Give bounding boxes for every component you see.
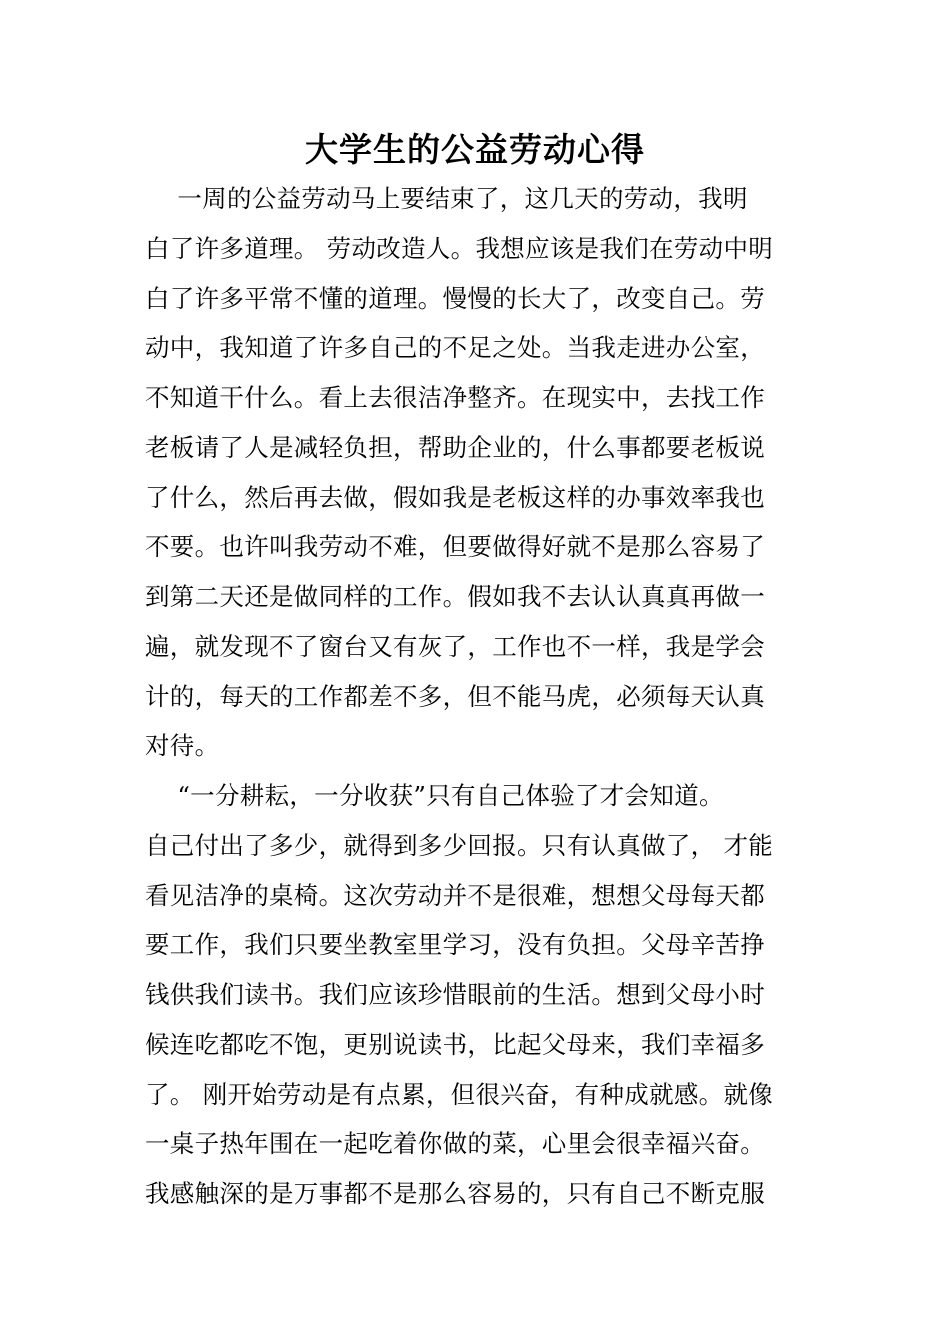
body-line: 要工作，我们只要坐教室里学习，没有负担。父母辛苦挣 (145, 930, 765, 959)
body-line: 对待。 (145, 731, 220, 760)
body-line: 了什么，然后再去做，假如我是老板这样的办事效率我也 (145, 483, 765, 512)
body-line: 白了许多平常不懂的道理。慢慢的长大了，改变自己。劳 (145, 284, 765, 313)
body-line: 老板请了人是减轻负担，帮助企业的，什么事都要老板说 (145, 433, 765, 462)
body-line: 计的，每天的工作都差不多，但不能马虎，必须每天认真 (145, 682, 765, 711)
body-line: 钱供我们读书。我们应该珍惜眼前的生活。想到父母小时 (145, 980, 765, 1009)
body-line: 一周的公益劳动马上要结束了，这几天的劳动，我明 (145, 184, 748, 213)
body-line: 不知道干什么。看上去很洁净整齐。在现实中，去找工作 (145, 383, 765, 412)
body-line: 遍，就发现不了窗台又有灰了，工作也不一样，我是学会 (145, 632, 765, 661)
body-line: 了。 刚开始劳动是有点累，但很兴奋，有种成就感。就像 (145, 1080, 774, 1109)
body-line: 不要。也许叫我劳动不难，但要做得好就不是那么容易了 (145, 532, 765, 561)
body-line: 一桌子热年围在一起吃着你做的菜，心里会很幸福兴奋。 (145, 1129, 765, 1158)
body-line: 看见洁净的桌椅。这次劳动并不是很难，想想父母每天都 (145, 881, 765, 910)
document-title: 大学生的公益劳动心得 (305, 130, 645, 169)
body-line: 我感触深的是万事都不是那么容易的，只有自己不断克服 (145, 1179, 765, 1208)
body-line: 自己付出了多少，就得到多少回报。只有认真做了， 才能 (145, 831, 774, 860)
body-line: 到第二天还是做同样的工作。假如我不去认认真真再做一 (145, 582, 765, 611)
body-line: “一分耕耘，一分收获”只有自己体验了才会知道。 (145, 781, 724, 810)
body-line: 候连吃都吃不饱，更别说读书，比起父母来，我们幸福多 (145, 1030, 765, 1059)
body-line: 白了许多道理。 劳动改造人。我想应该是我们在劳动中明 (145, 234, 774, 263)
body-line: 动中，我知道了许多自己的不足之处。当我走进办公室， (145, 333, 765, 362)
